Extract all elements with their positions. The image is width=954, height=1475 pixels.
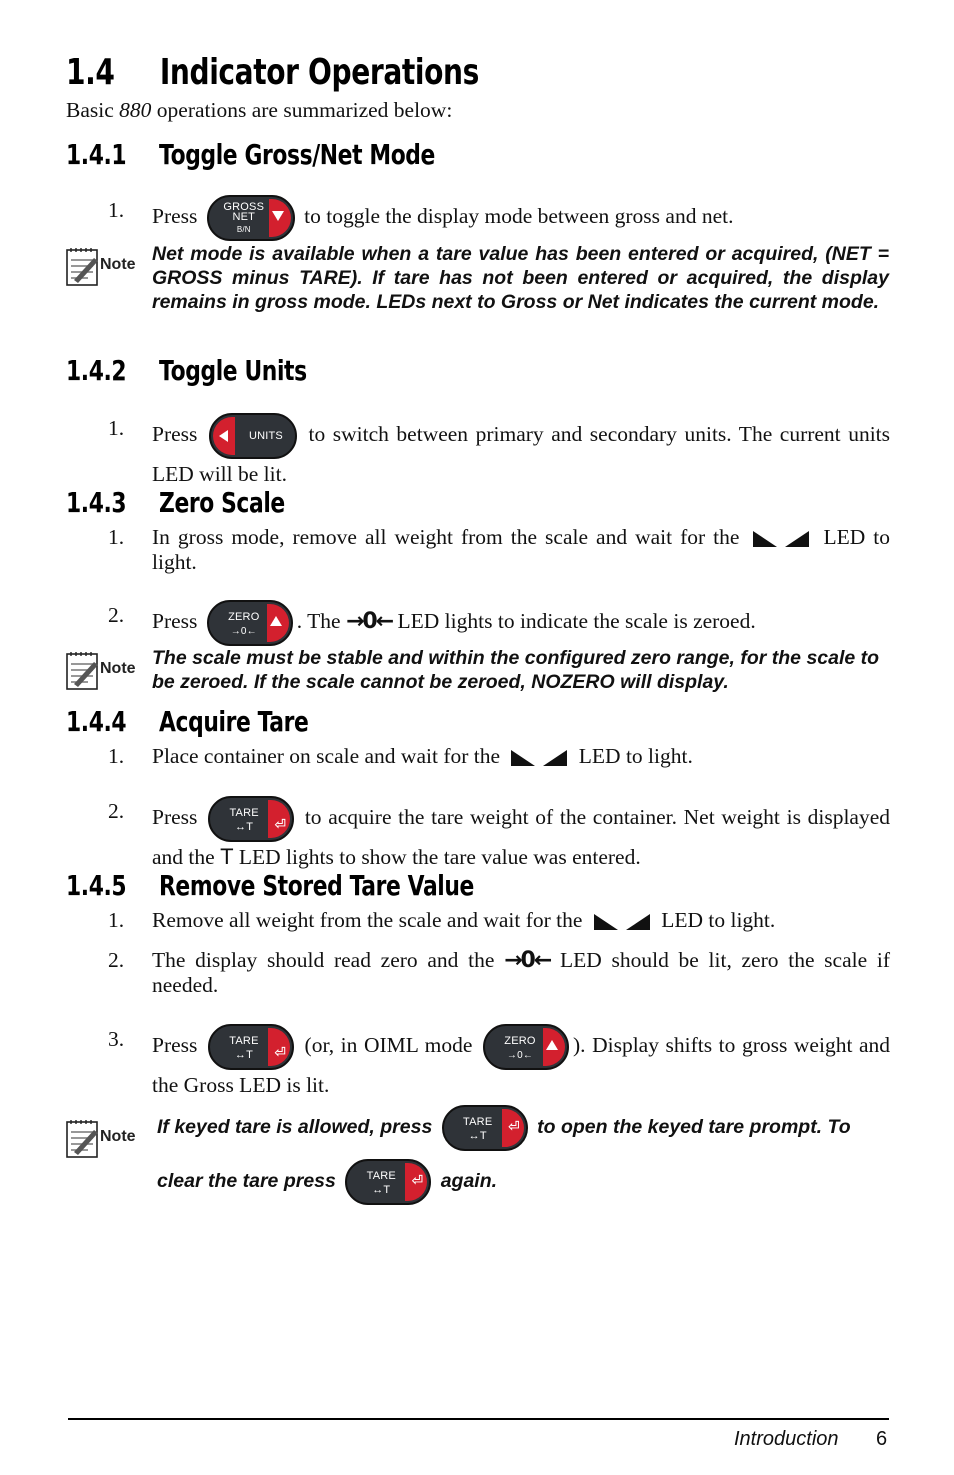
- tare-key-icon: ⏎ TARE ↔T: [442, 1105, 528, 1151]
- tare-key-icon: ⏎ TARE ↔T: [208, 796, 294, 842]
- stable-led-icon: [509, 748, 569, 768]
- zero-indicator-icon: →0←: [345, 608, 393, 634]
- subsection-heading-2: 1.4.2 Toggle Units: [66, 354, 307, 387]
- subsection-heading-4: 1.4.4 Acquire Tare: [66, 705, 309, 738]
- step-zero-1: 1. In gross mode, remove all weight from the scale and wait for the LED to light.: [108, 525, 891, 574]
- section-intro: Basic 880 operations are summarized below:: [66, 98, 453, 122]
- tare-key-icon: ⏎ TARE ↔T: [345, 1159, 431, 1205]
- subsection-heading-1: 1.4.1 Toggle Gross/Net Mode: [66, 138, 435, 171]
- section-title: Indicator Operations: [159, 52, 479, 93]
- step-remove-tare-3: 3. Press ⏎ TARE ↔T (or, in OIML mode ZERO →0← ). Display shifts to gross weight and the Gross LED is lit.: [108, 1024, 890, 1100]
- step-zero-2: 2. Press ZERO →0← . The →0← LED lights to indicate the scale is zeroed.: [108, 600, 890, 646]
- step-remove-tare-2: 2. The display should read zero and the →0← LED should be lit, zero the scale if needed.: [108, 948, 890, 997]
- step-units-1: 1. Press UNITS to switch between primary and secondary units. The current units LED will be lit.: [108, 413, 890, 489]
- stable-led-icon: [751, 529, 811, 549]
- note-icon: [66, 1120, 144, 1160]
- model-number: 880: [119, 98, 152, 122]
- step-remove-tare-1: 1. Remove all weight from the scale and wait for the LED to light.: [108, 908, 776, 932]
- note-label: Note: [100, 256, 136, 273]
- tare-key-icon: ⏎ TARE ↔T: [208, 1024, 294, 1070]
- note-icon: [66, 652, 144, 692]
- step-tare-2: 2. Press ⏎ TARE ↔T to acquire the tare weight of the container. Net weight is displayed and the T LED lights to show the tare value was entered.: [108, 796, 890, 872]
- note-keyed-tare: If keyed tare is allowed, press ⏎ TARE ↔T to open the keyed tare prompt. To clear the tare press ⏎ TARE ↔T again.: [157, 1100, 889, 1208]
- subsection-heading-3: 1.4.3 Zero Scale: [66, 486, 285, 519]
- note-zero: The scale must be stable and within the configured zero range, for the scale to be zeroed. If the scale cannot be zeroed, NOZERO will display.: [152, 647, 880, 693]
- zero-indicator-icon: →0←: [504, 948, 551, 973]
- note-gross-net: Net mode is available when a tare value has been entered or acquired, (NET = GROSS minus TARE). If tare has not been entered or acquired, the display remains in gross mode. LEDs next to Gross or Net indicates the current mode.: [152, 243, 889, 313]
- subsection-heading-5: 1.4.5 Remove Stored Tare Value: [66, 869, 474, 902]
- zero-key-icon: ZERO →0←: [483, 1024, 569, 1070]
- footer-divider: [68, 1418, 889, 1420]
- step-gross-net-1: 1. Press GROSS NET B/N to toggle the display mode between gross and net.: [108, 195, 890, 241]
- tare-indicator: T: [220, 844, 234, 869]
- section-heading: [66, 52, 595, 93]
- section-number: 1.4: [66, 52, 115, 93]
- zero-key-icon: ZERO →0←: [207, 600, 293, 646]
- step-tare-1: 1. Place container on scale and wait for the LED to light.: [108, 744, 693, 768]
- gross-net-key-icon: GROSS NET B/N: [207, 195, 295, 241]
- units-key-icon: UNITS: [209, 413, 297, 459]
- note-icon: [66, 248, 144, 288]
- footer-section: Introduction: [734, 1428, 839, 1450]
- stable-led-icon: [592, 912, 652, 932]
- note-label: Note: [100, 1128, 136, 1145]
- page-number: 6: [876, 1428, 888, 1450]
- note-label: Note: [100, 660, 136, 677]
